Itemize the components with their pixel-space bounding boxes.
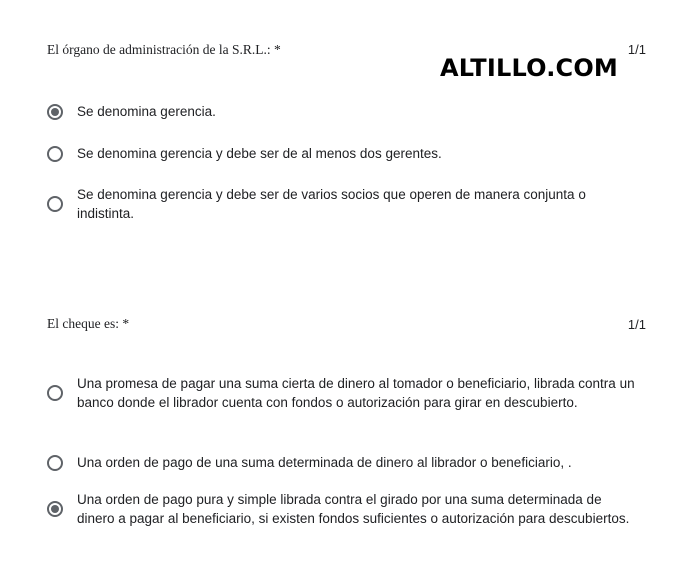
option-radio[interactable]	[47, 453, 647, 472]
option-radio[interactable]	[47, 102, 647, 121]
radio-icon[interactable]	[47, 501, 63, 517]
radio-icon[interactable]	[47, 385, 63, 401]
question-score: 1/1	[627, 317, 646, 332]
watermark-logo: ALTILLO.COM	[440, 54, 619, 82]
radio-icon[interactable]	[47, 196, 63, 212]
option-label: Una orden de pago de una suma determinada de dinero al librador o beneficiario, .	[77, 455, 572, 470]
option-label: Una orden de pago pura y simple librada contra el girado por una suma determinada de dinero a pagar al beneficiario, si existen fondos suficientes o autorización para descubiertos.	[77, 492, 630, 526]
question-title: El órgano de administración de la S.R.L.: *	[47, 42, 281, 57]
radio-icon[interactable]	[47, 146, 63, 162]
option-radio[interactable]	[47, 144, 647, 163]
option-label: Se denomina gerencia y debe ser de al menos dos gerentes.	[77, 146, 442, 161]
option-radio[interactable]	[47, 374, 647, 412]
option-radio[interactable]	[47, 185, 647, 223]
radio-icon[interactable]	[47, 104, 63, 120]
question-score: 1/1	[627, 42, 646, 57]
radio-icon[interactable]	[47, 455, 63, 471]
option-radio[interactable]	[47, 490, 647, 528]
option-label: Se denomina gerencia.	[77, 104, 216, 119]
question-title: El cheque es: *	[47, 316, 130, 331]
option-label: Se denomina gerencia y debe ser de varios socios que operen de manera conjunta o indistinta.	[77, 187, 586, 221]
option-label: Una promesa de pagar una suma cierta de dinero al tomador o beneficiario, librada contra un banco donde el librador cuenta con fondos o autorización para girar en descubierto.	[77, 376, 635, 410]
